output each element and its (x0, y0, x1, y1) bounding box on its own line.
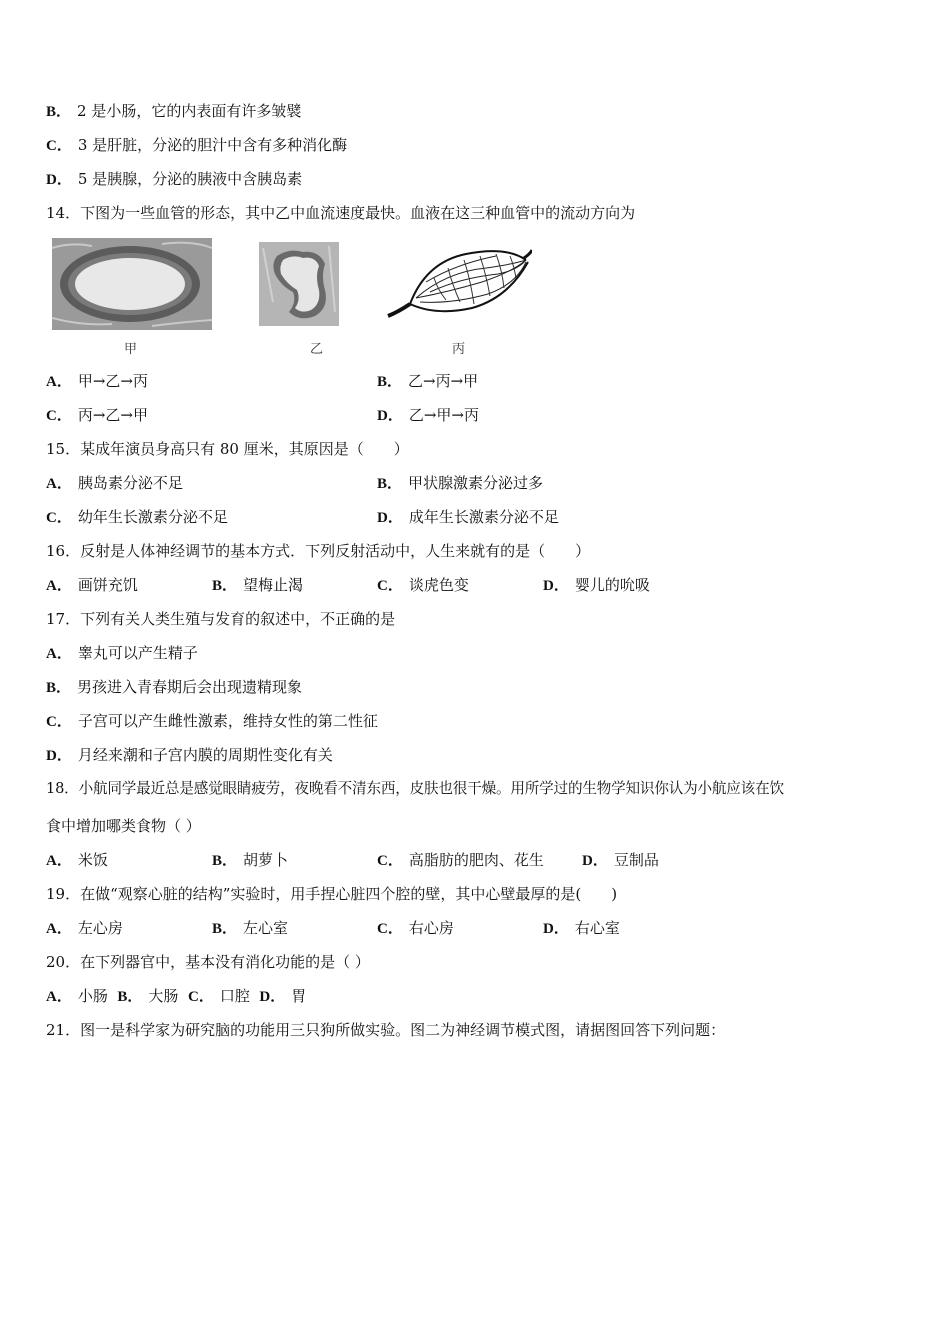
q18-stem-line2: 食中增加哪类食物（ ） (46, 817, 201, 835)
q16-option-c: C． 谈虎色变 (377, 576, 469, 594)
q15-option-b: B． 甲状腺激素分泌过多 (377, 474, 544, 492)
q18-option-b: B． 胡萝卜 (212, 851, 289, 869)
q16-option-d: D． 婴儿的吮吸 (543, 576, 650, 594)
q13-option-b: B． 2 是小肠，它的内表面有许多皱襞 (46, 102, 302, 120)
q18-option-c: C． 高脂肪的肥肉、花生 (377, 851, 544, 869)
q15-option-c: C． 幼年生长激素分泌不足 (46, 508, 228, 526)
q15-option-d: D． 成年生长激素分泌不足 (377, 508, 559, 526)
q20-options: A． 小肠 B． 大肠 C． 口腔 D． 胃 (46, 987, 307, 1005)
q19-stem: 19．在做“观察心脏的结构”实验时，用手捏心脏四个腔的壁，其中心壁最厚的是( ) (46, 885, 618, 903)
q17-option-a: A． 睾丸可以产生精子 (46, 644, 198, 662)
q20-stem: 20．在下列器官中，基本没有消化功能的是（ ） (46, 953, 370, 971)
figure-label-bing: 丙 (452, 342, 466, 357)
figure-label-yi: 乙 (310, 342, 324, 357)
q15-option-a: A． 胰岛素分泌不足 (46, 474, 183, 492)
q16-option-b: B． 望梅止渴 (212, 576, 304, 594)
blood-vessel-figure (52, 238, 552, 360)
q14-option-a: A． 甲→乙→丙 (46, 372, 148, 390)
capillary-network-image (386, 242, 532, 330)
q19-option-a: A． 左心房 (46, 919, 123, 937)
q18-option-d: D． 豆制品 (582, 851, 659, 869)
q16-option-a: A． 画饼充饥 (46, 576, 138, 594)
artery-cross-section-image (52, 238, 212, 330)
q15-stem: 15．某成年演员身高只有 80 厘米，其原因是（ ） (46, 440, 409, 458)
q13-option-d: D． 5 是胰腺，分泌的胰液中含胰岛素 (46, 170, 303, 188)
q17-option-d: D． 月经来潮和子宫内膜的周期性变化有关 (46, 746, 333, 764)
q19-option-c: C． 右心房 (377, 919, 454, 937)
q17-option-c: C． 子宫可以产生雌性激素，维持女性的第二性征 (46, 712, 378, 730)
q21-stem: 21．图一是科学家为研究脑的功能用三只狗所做实验。图二为神经调节模式图，请据图回答下列问题： (46, 1021, 726, 1039)
q18-stem-line1: 18．小航同学最近总是感觉眼睛疲劳，夜晚看不清东西，皮肤也很干燥。用所学过的生物学知识你认为小航应该在饮 (46, 780, 784, 797)
q19-option-b: B． 左心室 (212, 919, 289, 937)
vein-cross-section-image (259, 242, 339, 326)
figure-label-jia: 甲 (124, 342, 138, 357)
q14-option-b: B． 乙→丙→甲 (377, 372, 479, 390)
q13-option-c: C． 3 是肝脏，分泌的胆汁中含有多种消化酶 (46, 136, 348, 154)
q14-option-d: D． 乙→甲→丙 (377, 406, 479, 424)
q19-option-d: D． 右心室 (543, 919, 620, 937)
q17-option-b: B． 男孩进入青春期后会出现遗精现象 (46, 678, 303, 696)
q17-stem: 17．下列有关人类生殖与发育的叙述中，不正确的是 (46, 610, 396, 628)
q18-option-a: A． 米饭 (46, 851, 108, 869)
q16-stem: 16．反射是人体神经调节的基本方式．下列反射活动中，人生来就有的是（ ） (46, 542, 591, 560)
q14-option-c: C． 丙→乙→甲 (46, 406, 148, 424)
q14-stem: 14．下图为一些血管的形态，其中乙中血流速度最快。血液在这三种血管中的流动方向为 (46, 204, 636, 222)
